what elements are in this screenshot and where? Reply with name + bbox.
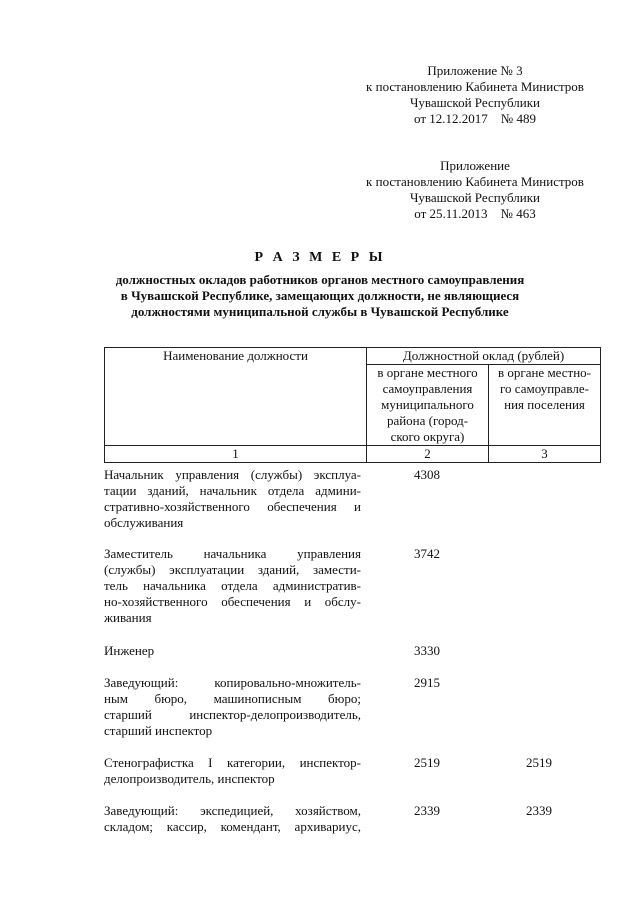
header-line: в органе местного [377, 365, 478, 380]
appendix-line: от 25.11.2013 № 463 [414, 206, 536, 221]
header-line: самоуправления [382, 381, 473, 396]
position-line: делопроизводитель, инспектор [104, 771, 275, 786]
settlement-salary: 2339 [526, 803, 552, 818]
salary-table-header [104, 347, 601, 463]
district-salary: 2519 [414, 755, 440, 770]
settlement-salary: 2519 [526, 755, 552, 770]
position-line: Заведующий: копировально-множитель- [104, 675, 361, 690]
district-salary: 4308 [414, 467, 440, 482]
appendix-line: Приложение № 3 [427, 63, 523, 78]
title-line: должностных окладов работников органов местного самоуправления [115, 272, 525, 287]
position-name [104, 643, 361, 659]
position-name [104, 755, 361, 787]
position-line: Заведующий: экспедицией, хозяйством, [104, 803, 361, 818]
position-name [104, 467, 361, 531]
district-salary: 3330 [414, 643, 440, 658]
appendix-current-block [340, 63, 610, 127]
position-line: складом; кассир, комендант, архивариус, [104, 819, 361, 834]
position-name [104, 546, 361, 626]
title-line: в Чувашской Республике, замещающих должности, не являющиеся [120, 288, 520, 303]
position-line: Инженер [104, 643, 155, 658]
col2-header [367, 365, 489, 446]
col-number: 2 [367, 446, 489, 463]
salary-header: Должностной оклад (рублей) [367, 348, 601, 365]
title-heading: Р А З М Е Р Ы [254, 250, 386, 265]
header-line: го самоуправле- [500, 381, 589, 396]
position-line: тации зданий, начальник отдела админи- [104, 483, 361, 498]
appendix-line: от 12.12.2017 № 489 [414, 111, 536, 126]
position-line: Стенографистка I категории, инспектор- [104, 755, 361, 770]
appendix-line: Приложение [440, 158, 510, 173]
header-line: района (город- [386, 413, 469, 428]
col1-header: Наименование должности [105, 348, 367, 446]
appendix-line: к постановлению Кабинета Министров [366, 174, 584, 189]
position-name [104, 675, 361, 739]
col-number: 3 [489, 446, 601, 463]
header-line: ского округа) [390, 429, 465, 444]
district-salary: 2339 [414, 803, 440, 818]
document-title [95, 250, 545, 320]
appendix-line: к постановлению Кабинета Министров [366, 79, 584, 94]
header-line: ния поселения [504, 397, 585, 412]
title-line: должностями муниципальной службы в Чувашской Республике [131, 304, 509, 319]
appendix-line: Чувашской Республики [409, 95, 541, 110]
position-line: но-хозяйственного обеспечения и обслу- [104, 594, 361, 609]
position-line: Начальник управления (службы) эксплуа- [104, 467, 361, 482]
col-number: 1 [105, 446, 367, 463]
position-line: тель начальника отдела административ- [104, 578, 361, 593]
position-line: стративно-хозяйственного обеспечения и [104, 499, 361, 514]
header-line: муниципального [381, 397, 474, 412]
appendix-line: Чувашской Республики [409, 190, 541, 205]
position-line: живания [104, 610, 152, 625]
position-line: Заместитель начальника управления [104, 546, 361, 561]
position-line: старший инспектор [104, 723, 213, 738]
position-line: (службы) эксплуатации зданий, замести- [104, 562, 361, 577]
col3-header [489, 365, 601, 446]
position-line: старший инспектор-делопроизводитель, [104, 707, 361, 722]
header-line: в органе местно- [497, 365, 592, 380]
position-line: ным бюро, машинописным бюро; [104, 691, 361, 706]
district-salary: 2915 [414, 675, 440, 690]
position-line: обслуживания [104, 515, 184, 530]
appendix-original-block [340, 158, 610, 222]
position-name [104, 803, 361, 835]
district-salary: 3742 [414, 546, 440, 561]
